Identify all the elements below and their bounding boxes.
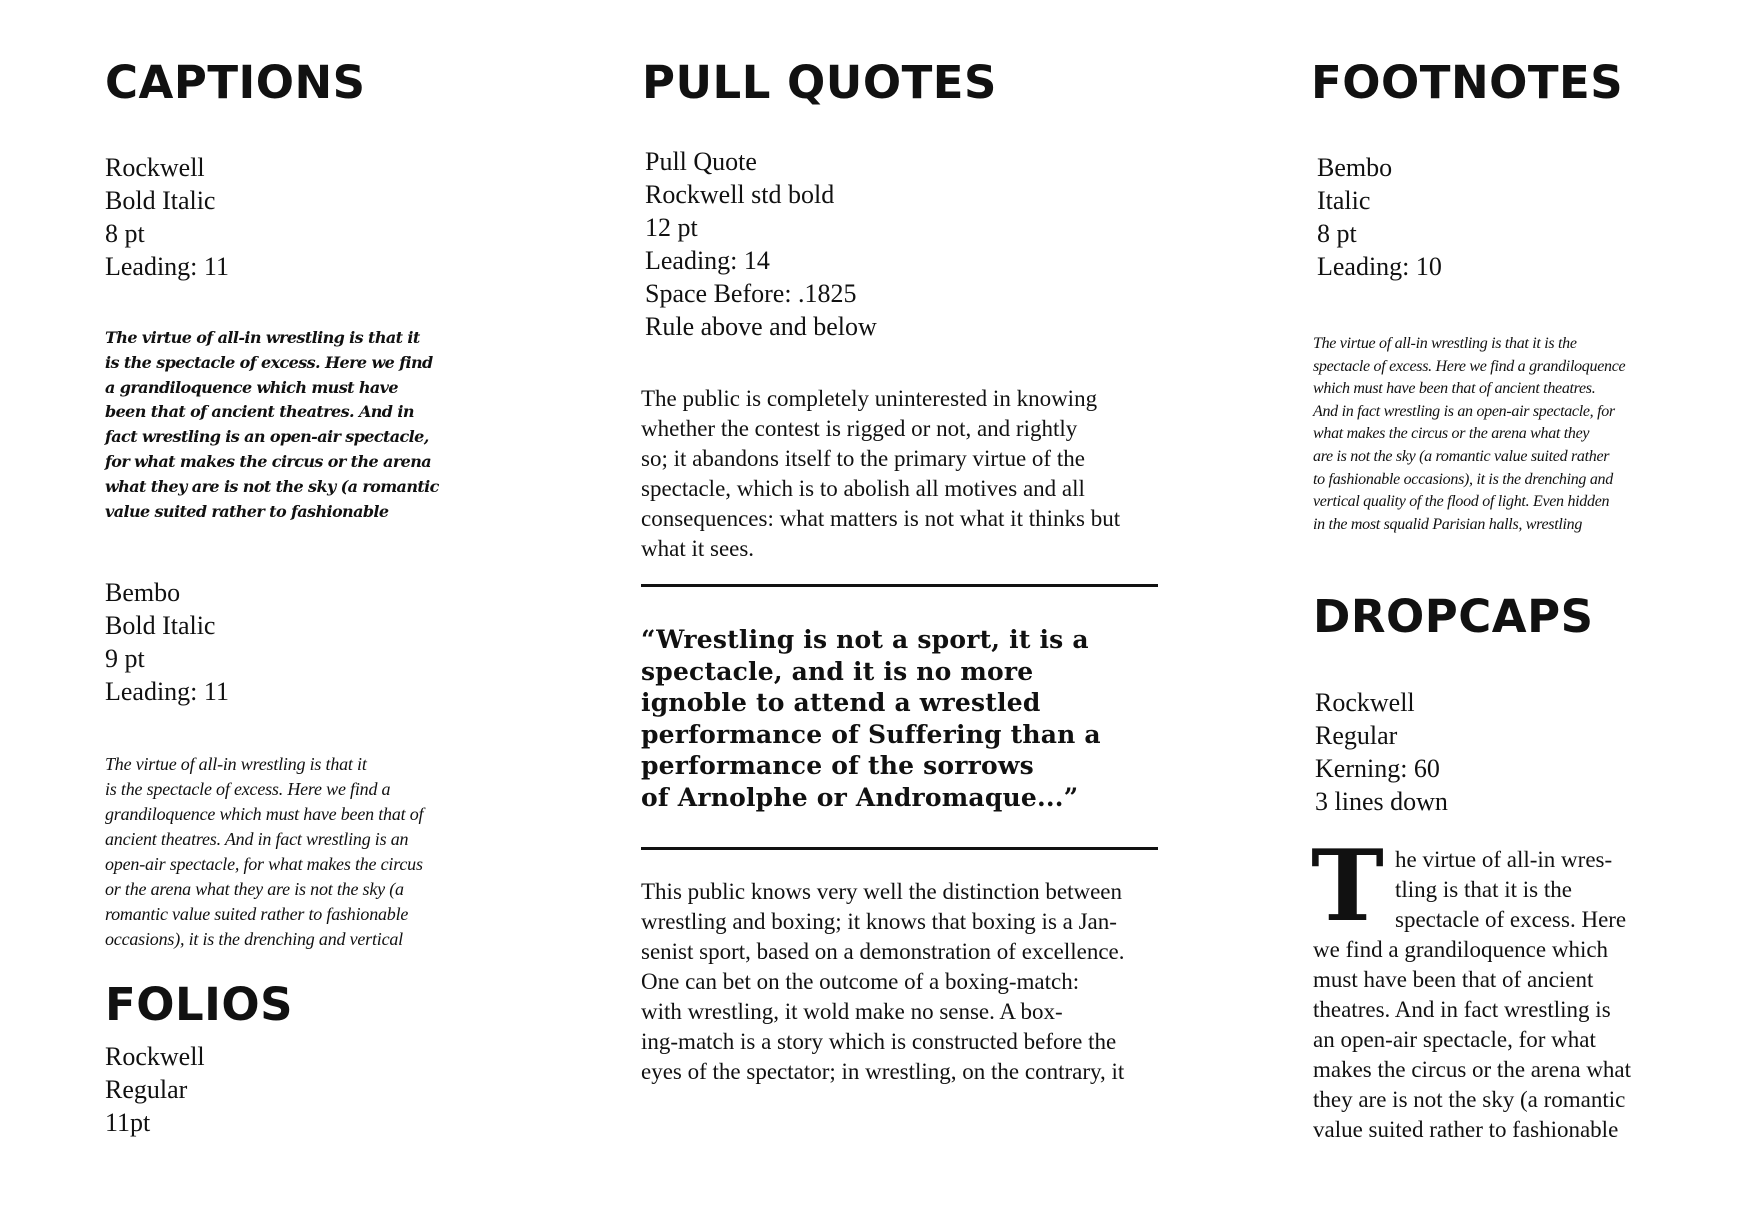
body-line: ing-match is a story which is constructed before the (641, 1029, 1117, 1054)
sample-line: occasions), it is the drenching and vertical (105, 929, 403, 949)
footnotes-spec (1317, 151, 1442, 283)
sample-line: And in fact wrestling is an open-air spectacle, for (1313, 402, 1615, 420)
sample-line: grandiloquence which must have been that of (105, 804, 424, 824)
body-line: This public knows very well the distinction between (641, 879, 1122, 904)
pull-quote-spec (645, 145, 877, 343)
sample-line: for what makes the circus or the arena (105, 451, 432, 471)
spec-line: Rule above and below (645, 312, 877, 341)
body-line: spectacle of excess. Here (1395, 907, 1627, 932)
spec-line: Italic (1317, 186, 1371, 215)
body-line: must have been that of ancient (1313, 967, 1594, 992)
body-line: makes the circus or the arena what (1313, 1057, 1632, 1082)
sample-line: been that of ancient theatres. And in (105, 402, 414, 422)
spec-line: Bembo (105, 578, 181, 607)
sample-line: which must have been that of ancient theatres. (1313, 380, 1596, 398)
dropcap-full-lines (1313, 935, 1631, 1145)
body-line: eyes of the spectator; in wrestling, on the contrary, it (641, 1059, 1125, 1084)
sample-line: or the arena what they are is not the sky (a (105, 879, 404, 899)
quote-line: of Arnolphe or Andromaque...” (641, 782, 1079, 812)
sample-line: ancient theatres. And in fact wrestling is an (105, 829, 409, 849)
body-line: whether the contest is rigged or not, and rightly (641, 416, 1078, 441)
spec-line: Pull Quote (645, 147, 757, 176)
quote-line: performance of the sorrows (641, 751, 1034, 781)
spec-line: Regular (1315, 721, 1398, 750)
spec-line: 8 pt (105, 219, 145, 248)
body-line: they are is not the sky (a romantic (1313, 1087, 1626, 1112)
folios-heading: FOLIOS (105, 978, 294, 1031)
sample-line: a grandiloquence which must have (105, 377, 398, 397)
spec-line: Leading: 11 (105, 252, 229, 281)
body-line: The public is completely uninterested in knowing (641, 386, 1098, 411)
sample-line: The virtue of all-in wrestling is that it is the (1313, 335, 1577, 352)
spec-line: Bold Italic (105, 611, 216, 640)
dropcaps-heading: DROPCAPS (1313, 590, 1594, 643)
body-paragraph-2 (641, 877, 1125, 1087)
spec-line: 9 pt (105, 644, 145, 673)
spec-line: 3 lines down (1315, 787, 1448, 816)
sample-line: vertical quality of the flood of light. Even hidden (1313, 493, 1610, 511)
body-line: so; it abandons itself to the primary virtue of the (641, 446, 1085, 471)
body-line: tling is that it is the (1395, 877, 1572, 902)
body-line: One can bet on the outcome of a boxing-match: (641, 969, 1080, 994)
body-line: wrestling and boxing; it knows that boxing is a Jan- (641, 909, 1117, 934)
spec-line: Leading: 11 (105, 677, 229, 706)
spec-line: Regular (105, 1075, 188, 1104)
sample-line: The virtue of all-in wrestling is that it (105, 328, 420, 347)
sample-line: romantic value suited rather to fashionable (105, 904, 409, 924)
sample-line: fact wrestling is an open-air spectacle, (105, 427, 429, 447)
body-line: with wrestling, it wold make no sense. A box- (641, 999, 1063, 1024)
body-line: he virtue of all-in wres- (1395, 847, 1613, 872)
sample-line: is the spectacle of excess. Here we find (105, 352, 433, 372)
dropcaps-spec (1315, 686, 1448, 818)
spec-line: 11pt (105, 1108, 151, 1137)
captions-spec-rockwell (105, 151, 229, 283)
dropcap-indented-lines (1395, 845, 1626, 935)
spec-line: Leading: 14 (645, 246, 770, 275)
captions-spec-bembo (105, 576, 229, 708)
spec-line: Rockwell (105, 1042, 205, 1071)
body-paragraph-1 (641, 384, 1120, 564)
quote-line: spectacle, and it is no more (641, 656, 1034, 686)
spec-line: Rockwell std bold (645, 180, 835, 209)
body-line: consequences: what matters is not what it thinks but (641, 506, 1121, 531)
sample-line: is the spectacle of excess. Here we find a (105, 779, 391, 799)
spec-line: Leading: 10 (1317, 252, 1442, 281)
pull-quote-rule-above (641, 584, 1158, 587)
quote-line: ignoble to attend a wrestled (641, 688, 1041, 718)
spec-line: 12 pt (645, 213, 698, 242)
caption-sample-rockwell (105, 326, 439, 524)
sample-line: spectacle of excess. Here we find a grandiloquence (1313, 357, 1626, 375)
sample-line: what they are is not the sky (a romantic (105, 476, 439, 496)
body-line: value suited rather to fashionable (1313, 1117, 1619, 1142)
captions-heading: CAPTIONS (105, 56, 366, 109)
body-line: what it sees. (641, 536, 755, 561)
body-line: an open-air spectacle, for what (1313, 1027, 1596, 1052)
sample-line: open-air spectacle, for what makes the circus (105, 854, 423, 874)
spec-line: Space Before: .1825 (645, 279, 857, 308)
folios-spec (105, 1040, 205, 1139)
pull-quotes-heading: PULL QUOTES (642, 56, 997, 109)
spec-line: Rockwell (1315, 688, 1415, 717)
caption-sample-bembo (105, 752, 423, 952)
quote-line: performance of Suffering than a (641, 719, 1101, 749)
spec-line: 8 pt (1317, 219, 1357, 248)
body-line: theatres. And in fact wrestling is (1313, 997, 1611, 1022)
body-line: senist sport, based on a demonstration of excellence. (641, 939, 1125, 964)
spec-line: Kerning: 60 (1315, 754, 1440, 783)
footnotes-heading: FOOTNOTES (1311, 56, 1624, 109)
spec-line: Rockwell (105, 153, 205, 182)
spec-line: Bembo (1317, 153, 1393, 182)
body-line: spectacle, which is to abolish all motives and all (641, 476, 1085, 501)
pull-quote-rule-below (641, 847, 1158, 850)
sample-line: The virtue of all-in wrestling is that it (105, 754, 367, 774)
sample-line: are is not the sky (a romantic value suited rather (1313, 447, 1610, 465)
sample-line: to fashionable occasions), it is the drenching and (1313, 470, 1613, 488)
pull-quote-text (641, 624, 1101, 814)
sample-line: what makes the circus or the arena what they (1313, 425, 1590, 443)
footnote-sample (1313, 333, 1625, 536)
quote-line: “Wrestling is not a sport, it is a (641, 625, 1089, 654)
sample-line: in the most squalid Parisian halls, wrestling (1313, 515, 1583, 533)
sample-line: value suited rather to fashionable (105, 501, 389, 521)
drop-cap-letter: T (1311, 829, 1384, 944)
spec-line: Bold Italic (105, 186, 216, 215)
body-line: we find a grandiloquence which (1313, 937, 1609, 962)
